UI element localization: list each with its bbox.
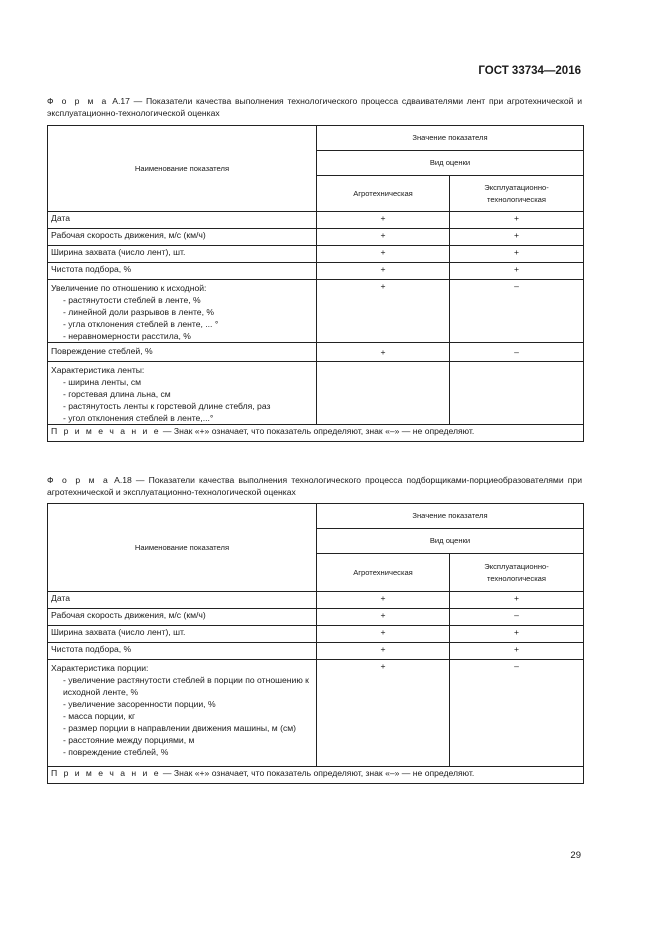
agrotech-value [317,362,450,425]
form-label: Ф о р м а [47,475,111,485]
form-a18-table [47,503,584,784]
row-name: Ширина захвата (число лент), шт. [48,246,317,263]
table-row [48,626,584,643]
operational-value: + [450,229,584,246]
table-row [48,362,584,425]
name-column-header: Наименование показателя [48,504,317,592]
note-label: П р и м е ч а н и е [51,426,161,436]
agrotech-value: + [317,229,450,246]
sub-item: - неравномерности расстила, % [63,331,191,341]
agrotech-column-header: Агротехническая [317,554,450,592]
operational-value: – [450,343,584,362]
document-id: ГОСТ 33734—2016 [478,65,581,77]
table-note [48,767,584,784]
value-group-header: Значение показателя [317,126,584,151]
sub-item: - растянутости стеблей в ленте, % [63,295,201,305]
table-row [48,592,584,609]
agrotech-value: + [317,246,450,263]
operational-column-header: Эксплуатационно- технологическая [450,554,584,592]
agrotech-value: + [317,592,450,609]
row-name: Характеристика порции: - увеличение растянутости стеблей в порции по отношению к исходной ленте, % - увеличение засоренности порции, % - масса порции, кг - размер порции в направлении движения машины, м (см) - расстояние между порциями, м - повреждение стеблей, % [48,660,317,767]
agrotech-value: + [317,343,450,362]
agrotech-value: + [317,280,450,343]
table-row [48,343,584,362]
row-name: Чистота подбора, % [48,263,317,280]
form-a17-table [47,125,584,442]
table-row [48,263,584,280]
table-row [48,280,584,343]
note-text: — Знак «+» означает, что показатель определяют, знак «–» — не определяют. [160,426,475,436]
operational-value: + [450,626,584,643]
operational-value: – [450,660,584,767]
sub-item: - расстояние между порциями, м [63,735,195,745]
table-row [48,212,584,229]
type-group-header: Вид оценки [317,151,584,176]
value-group-header: Значение показателя [317,504,584,529]
row-name: Дата [48,212,317,229]
row-name: Чистота подбора, % [48,643,317,660]
row-name: Рабочая скорость движения, м/с (км/ч) [48,609,317,626]
form-a18-caption [47,474,582,498]
sub-item: - масса порции, кг [63,711,136,721]
sub-item: - линейной доли разрывов в ленте, % [63,307,214,317]
table-row [48,246,584,263]
agrotech-value: + [317,212,450,229]
operational-value: + [450,643,584,660]
agrotech-value: + [317,626,450,643]
form-a17-caption [47,95,582,119]
row-name: Ширина захвата (число лент), шт. [48,626,317,643]
sub-item: - горстевая длина льна, см [63,389,171,399]
agrotech-value: + [317,263,450,280]
name-column-header: Наименование показателя [48,126,317,212]
table-row [48,229,584,246]
page-number: 29 [570,850,581,861]
agrotech-column-header: Агротехническая [317,176,450,212]
row-name: Увеличение по отношению к исходной: - растянутости стеблей в ленте, % - линейной доли разрывов в ленте, % - угла отклонения стеблей в ленте, ... ° - неравномерности расстила, % [48,280,317,343]
table-row [48,609,584,626]
agrotech-value: + [317,643,450,660]
form-title: А.18 — Показатели качества выполнения технологического процесса подборщиками-порциеобразователями при агротехнической и эксплуатационно-технологической оценках [47,475,582,497]
operational-value: + [450,246,584,263]
row-name: Рабочая скорость движения, м/с (км/ч) [48,229,317,246]
sub-item: - размер порции в направлении движения машины, м (см) [63,723,297,733]
row-name: Повреждение стеблей, % [48,343,317,362]
table-row [48,660,584,767]
note-text: — Знак «+» означает, что показатель определяют, знак «–» — не определяют. [160,768,475,778]
sub-item: - ширина ленты, см [63,377,142,387]
form-title: А.17 — Показатели качества выполнения технологического процесса сдваивателями лент при агротехнической и эксплуатационно-технологической оценках [47,96,583,118]
table-row [48,643,584,660]
operational-value: + [450,263,584,280]
row-name: Характеристика ленты: - ширина ленты, см - горстевая длина льна, см - растянутость ленты к горстевой длине стебля, раз - угол отклонения стеблей в ленте,...° [48,362,317,425]
sub-item: - растянутость ленты к горстевой длине стебля, раз [63,401,271,411]
operational-value: + [450,212,584,229]
sub-item: - угла отклонения стеблей в ленте, ... ° [63,319,219,329]
operational-column-header: Эксплуатационно- технологическая [450,176,584,212]
type-group-header: Вид оценки [317,529,584,554]
agrotech-value: + [317,660,450,767]
row-name: Дата [48,592,317,609]
table-note [48,425,584,442]
sub-item: - увеличение засоренности порции, % [63,699,216,709]
sub-item: - увеличение растянутости стеблей в порции по отношению к исходной ленте, % [63,675,309,697]
form-label: Ф о р м а [47,96,109,106]
operational-value [450,362,584,425]
note-label: П р и м е ч а н и е [51,768,161,778]
operational-value: – [450,280,584,343]
agrotech-value: + [317,609,450,626]
operational-value: + [450,592,584,609]
sub-item: - повреждение стеблей, % [63,747,169,757]
operational-value: – [450,609,584,626]
sub-item: - угол отклонения стеблей в ленте,...° [63,413,214,423]
